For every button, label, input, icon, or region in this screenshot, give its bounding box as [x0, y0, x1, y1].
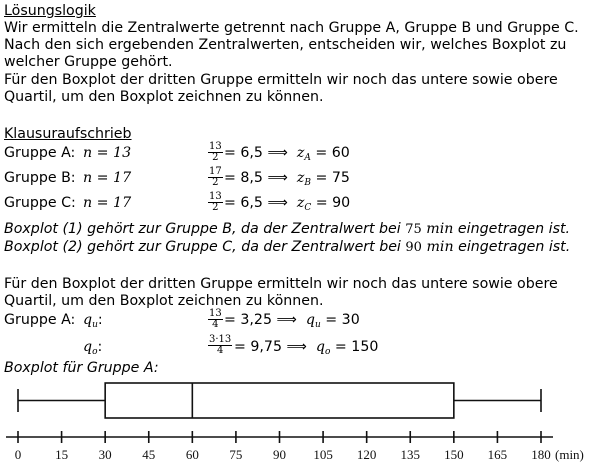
quartile-label: $q_u$: — [83, 312, 103, 330]
tick-label: 45 — [142, 447, 156, 462]
group-label: Gruppe C: — [4, 195, 76, 211]
sample-size: n = 17 — [83, 195, 132, 211]
text-line: Wir ermitteln die Zentralwerte getrennt nach Gruppe A, Gruppe B und Gruppe C. — [4, 20, 579, 36]
tick-label: 150 — [444, 447, 464, 462]
group-label: Gruppe A: — [4, 145, 76, 161]
axis-unit-label: (min) — [555, 447, 584, 462]
tick-label: 30 — [98, 447, 112, 462]
boxplot-caption: Boxplot für Gruppe A: — [4, 360, 159, 376]
tick-label: 135 — [400, 447, 420, 462]
tick-label: 105 — [313, 447, 333, 462]
text-line: Für den Boxplot der dritten Gruppe ermitteln wir noch das untere sowie obere — [4, 276, 558, 292]
group-label: Gruppe A: — [4, 312, 76, 328]
text-line: Quartil, um den Boxplot zeichnen zu können. — [4, 89, 324, 105]
group-label: Gruppe B: — [4, 170, 76, 186]
equation-result: = 6,5 ⟹ $z_A = 60$ — [224, 145, 350, 163]
fraction: $\frac{13}{2}$ — [209, 141, 222, 163]
sample-size: n = 17 — [83, 170, 132, 186]
fraction: $\frac{17}{2}$ — [209, 166, 222, 188]
fraction: $\frac{13}{2}$ — [209, 191, 222, 213]
section-title-klausuraufschrieb: Klausuraufschrieb — [4, 126, 132, 142]
quartile-label: $q_o$: — [83, 339, 103, 357]
equation-result: = 6,5 ⟹ $z_C = 90$ — [224, 195, 351, 213]
tick-label: 120 — [356, 447, 377, 462]
equation-result: = 3,25 ⟹ $q_u = 30$ — [224, 312, 360, 330]
text-line: welcher Gruppe gehört. — [4, 54, 173, 70]
tick-label: 180 — [531, 447, 551, 462]
fraction: $\frac{13}{4}$ — [209, 308, 222, 330]
text-line: Nach den sich ergebenden Zentralwerten, entscheiden wir, welches Boxplot zu — [4, 37, 567, 53]
equation-result: = 9,75 ⟹ $q_o = 150$ — [234, 339, 379, 357]
sample-size: n = 13 — [83, 145, 132, 161]
tick-label: 15 — [55, 447, 69, 462]
box — [105, 383, 454, 418]
tick-label: 90 — [273, 447, 286, 462]
text-line: Für den Boxplot der dritten Gruppe ermitteln wir noch das untere sowie obere — [4, 72, 558, 88]
fraction: $\frac{3\cdot 13}{4}$ — [209, 334, 232, 356]
section-title-loesungslogik: Lösungslogik — [4, 3, 96, 19]
tick-label: 165 — [487, 447, 508, 462]
tick-label: 75 — [229, 447, 243, 462]
text-line: Quartil, um den Boxplot zeichnen zu können. — [4, 293, 324, 309]
boxplot-chart — [0, 376, 603, 471]
conclusion-boxplot-2: Boxplot (2) gehört zur Gruppe C, da der Zentralwert bei 90 min eingetragen ist. — [4, 239, 571, 255]
tick-label: 0 — [14, 447, 22, 462]
equation-result: = 8,5 ⟹ $z_B = 75$ — [224, 170, 350, 188]
tick-label: 60 — [185, 447, 199, 462]
conclusion-boxplot-1: Boxplot (1) gehört zur Gruppe B, da der Zentralwert bei 75 min eingetragen ist. — [4, 221, 571, 237]
